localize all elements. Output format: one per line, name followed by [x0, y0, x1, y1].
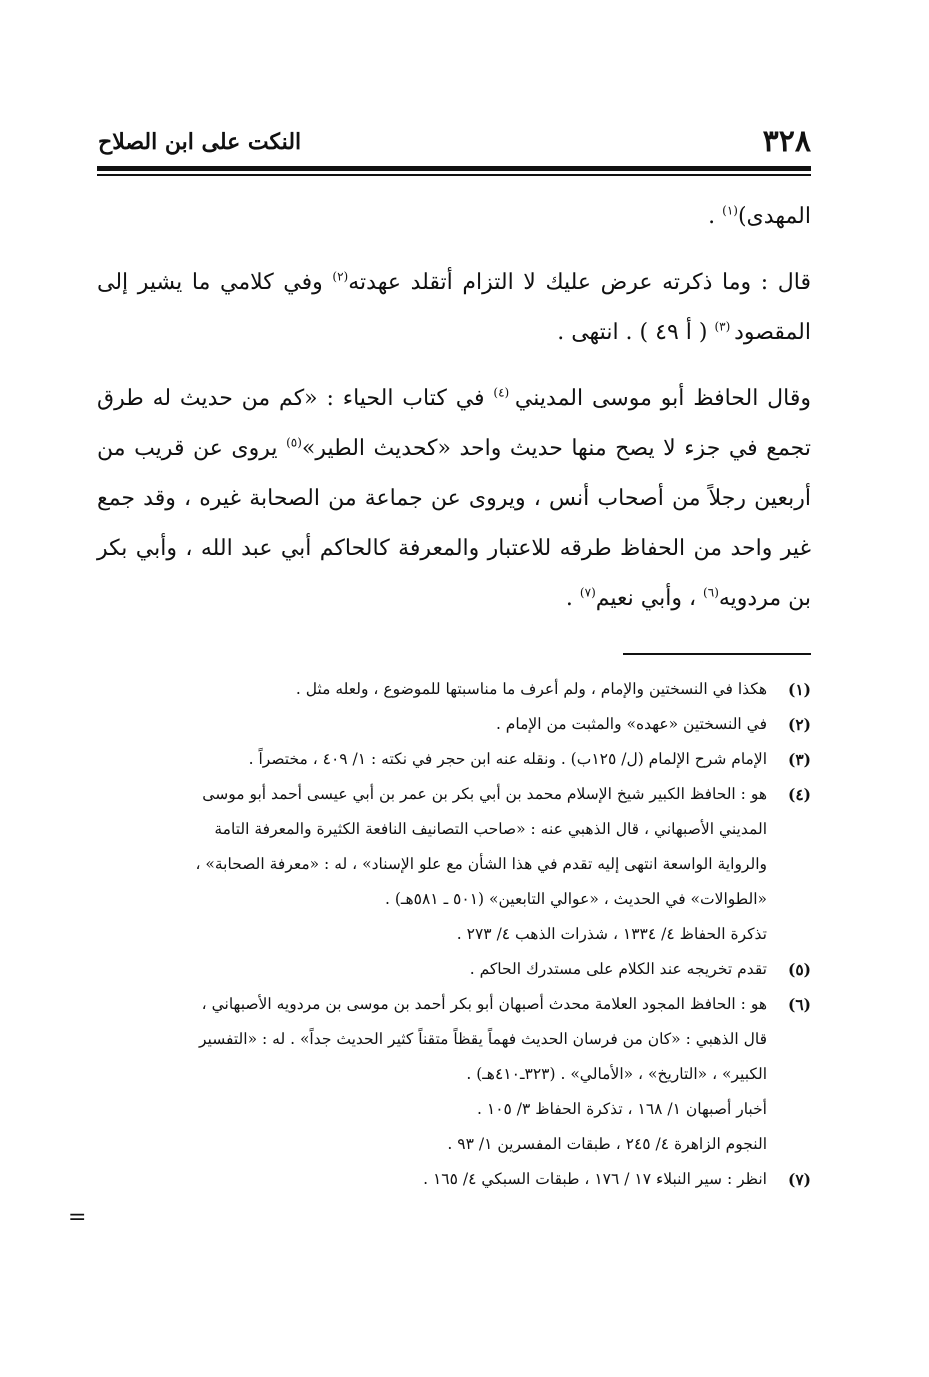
- paragraph-2-part-b: وفي كلامي ما يشير إلى المقصود: [97, 270, 811, 345]
- footnote-line: هو : الحافظ المجود العلامة محدث أصبهان أبو بكر أحمد بن موسى بن مردويه الأصبهاني ،: [201, 995, 767, 1013]
- footnote-line: الكبير» ، «التاريخ» ، «الأمالي» . (٣٢٣ـ٤١٠هـ) .: [466, 1065, 767, 1083]
- footnote-line: هو : الحافظ الكبير شيخ الإسلام محمد بن أبي بكر بن عمر بن أبي عيسى أحمد أبو موسى: [202, 785, 767, 803]
- paragraph-1: [97, 192, 811, 242]
- paragraph-2-part-c: ( أ ٤٩ ) . انتهى .: [557, 320, 715, 345]
- footnote: [97, 987, 811, 1162]
- footnote-line: الإمام شرح الإلمام (ل/ ١٢٥ب) . ونقله عنه ابن حجر في نكته : ١/ ٤٠٩ ، مختصراً .: [248, 750, 767, 768]
- footnote-ref-2: (٢): [332, 269, 349, 284]
- footnote-line: أخبار أصبهان ١/ ١٦٨ ، تذكرة الحفاظ ٣/ ١٠٥ .: [477, 1100, 767, 1118]
- margin-mark: =: [68, 1205, 87, 1230]
- paragraph-3-part-a: وقال الحافظ أبو موسى المديني: [514, 386, 811, 411]
- footnote-ref-1: (١): [722, 203, 738, 218]
- footnote: [97, 707, 811, 742]
- paragraph-3-part-d: ، وأبي نعيم: [595, 586, 704, 611]
- footnote-line: النجوم الزاهرة ٤/ ٢٤٥ ، طبقات المفسرين ١/ ٩٣ .: [447, 1135, 767, 1153]
- paragraph-3-part-b: في كتاب الحياء : «كم من حديث له طرق تجمع في جزء لا يصح منها حديث واحد «كحديث الطير»: [97, 386, 811, 461]
- footnote-ref-3: (٣): [714, 319, 735, 334]
- paragraph-2-part-a: قال : وما ذكرته عرض عليك لا التزام أتقلد عهدته: [348, 270, 811, 295]
- paragraph-1-end: .: [708, 204, 723, 229]
- footnote-number: (٢): [787, 715, 811, 734]
- footnote-number: (٤): [787, 785, 811, 804]
- footnote-line: في النسختين «عهده» والمثبت من الإمام .: [495, 715, 767, 733]
- header-rule-thin: [97, 174, 811, 176]
- footnote-line: والرواية الواسعة انتهى إليه تقدم في هذا الشأن مع علو الإسناد» ، له : «معرفة الصحابة» ،: [195, 855, 767, 873]
- footnote-number: (١): [787, 680, 811, 699]
- footnote-line: انظر : سير النبلاء ١٧ / ١٧٦ ، طبقات السبكي ٤/ ١٦٥ .: [423, 1170, 767, 1188]
- footnote-separator: [623, 653, 811, 655]
- paragraph-2: [97, 258, 811, 358]
- paragraph-3: [97, 374, 811, 624]
- footnote-number: (٥): [787, 960, 811, 979]
- footnote-line: تقدم تخريجه عند الكلام على مستدرك الحاكم .: [469, 960, 767, 978]
- footnote: [97, 952, 811, 987]
- footnote-line: هكذا في النسختين والإمام ، ولم أعرف ما مناسبتها للموضوع ، ولعله مثل .: [295, 680, 767, 698]
- running-title: النكت على ابن الصلاح: [98, 129, 302, 155]
- page-number: ٣٢٨: [762, 124, 811, 159]
- footnotes: [97, 672, 811, 1197]
- footnote-number: (٧): [787, 1170, 811, 1189]
- footnote: [97, 777, 811, 952]
- footnote-ref-4: (٤): [493, 385, 515, 400]
- footnote-line: تذكرة الحفاظ ٤/ ١٣٣٤ ، شذرات الذهب ٤/ ٢٧٣ .: [456, 925, 767, 943]
- footnote-number: (٦): [787, 995, 811, 1014]
- footnote-number: (٣): [787, 750, 811, 769]
- footnote-line: «الطوالات» في الحديث ، «عوالي التابعين» (٥٠١ ـ ٥٨١هـ) .: [385, 890, 767, 908]
- footnote-ref-6: (٦): [703, 585, 719, 600]
- footnote: [97, 672, 811, 707]
- footnote-line: المديني الأصبهاني ، قال الذهبي عنه : «صاحب التصانيف النافعة الكثيرة والمعرفة التامة: [214, 820, 767, 838]
- footnote-ref-7: (٧): [579, 585, 596, 600]
- footnote-line: قال الذهبي : «كان من فرسان الحديث فهماً يقظاً متقناً كثير الحديث جداً» . له : «التفسير: [198, 1030, 767, 1048]
- footnote: [97, 1162, 811, 1197]
- header-rule-thick: [97, 166, 811, 171]
- paragraph-1-text: المهدى): [737, 204, 811, 229]
- paragraph-3-part-e: .: [565, 586, 580, 611]
- footnote-ref-5: (٥): [286, 435, 302, 450]
- main-text: [97, 192, 811, 624]
- footnote: [97, 742, 811, 777]
- paragraph-3-part-c: يروى عن قريب من أربعين رجلاً من أصحاب أنس ، ويروى عن جماعة من الصحابة غيره ، وقد جمع غير واحد من الحفاظ طرقه للاعتبار والمعرفة كالحاكم أبي عبد الله ، وأبي بكر بن مردويه: [97, 436, 811, 611]
